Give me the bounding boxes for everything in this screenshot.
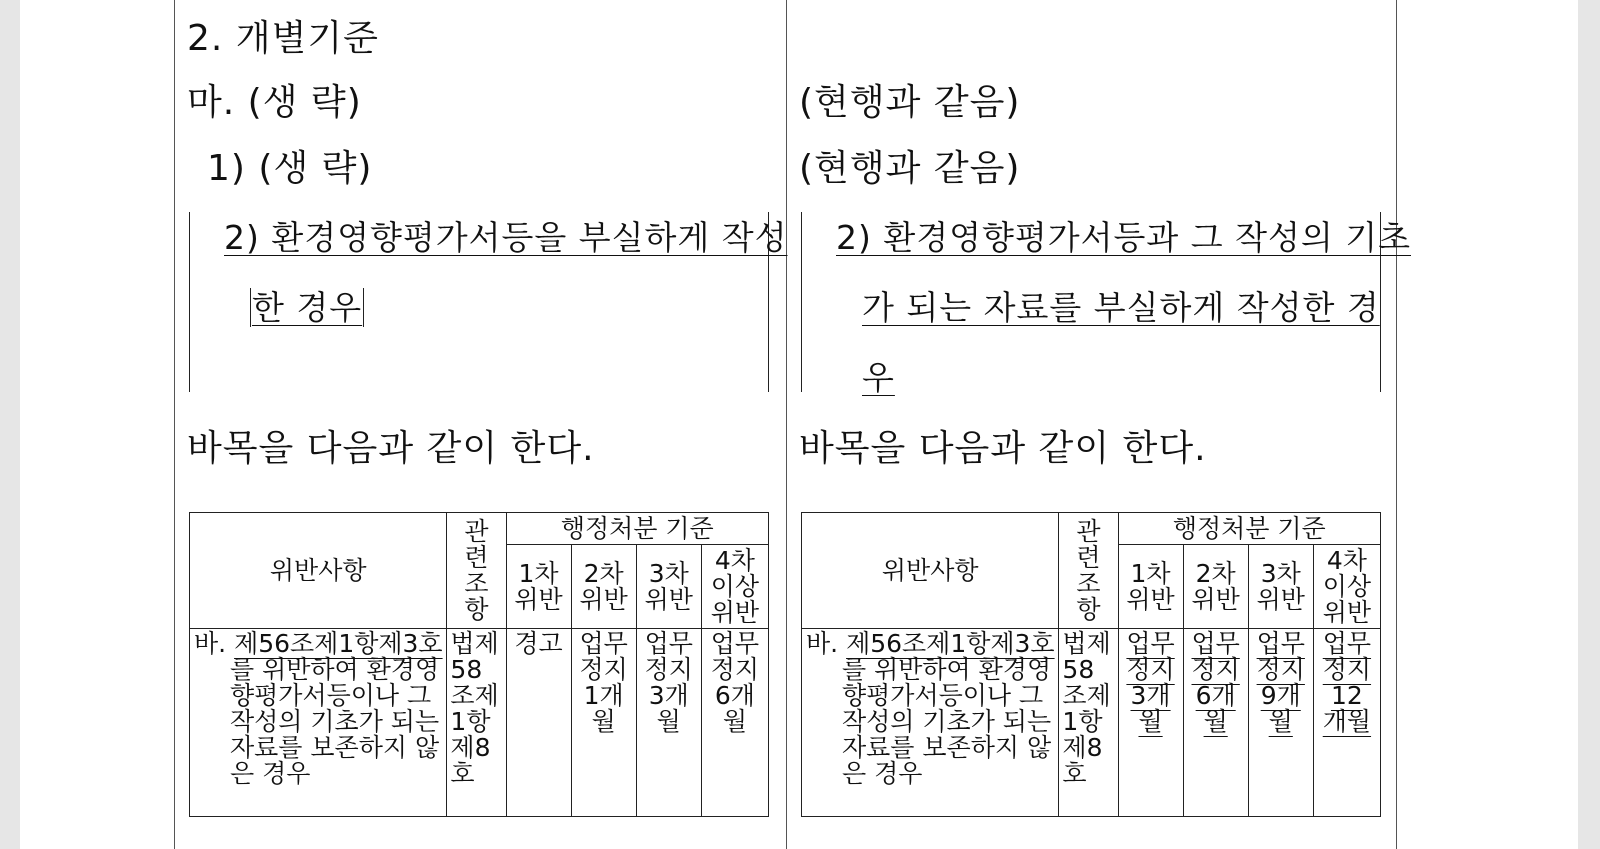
item-2-line-2: 한 경우: [252, 288, 363, 327]
item-ma-current: (현행과 같음): [799, 82, 1021, 123]
bamok-instruction: 바목을 다음과 같이 한다.: [187, 428, 595, 469]
item-1: 1) (생 략): [207, 148, 373, 189]
header-2nd-new: 2차위반: [1191, 558, 1240, 614]
right-column: [787, 0, 1411, 849]
header-criteria: 행정처분 기준: [506, 513, 768, 545]
header-1st-new: 1차위반: [1126, 558, 1175, 614]
row-violation-new: 바. 제56조제1항제3호를 위반하여 환경영향평가서등이나 그 작성의 기초가 되는 자료를 보존하지 않은 경우: [802, 629, 1059, 817]
penalty-table-right: [801, 512, 1381, 817]
bamok-instruction-new: 바목을 다음과 같이 한다.: [799, 428, 1207, 469]
header-violation: 위반사항: [190, 513, 447, 629]
header-2nd: 2차위반: [579, 558, 628, 614]
header-related-article: 관련조항: [464, 516, 489, 624]
item-1-current: (현행과 같음): [799, 148, 1021, 189]
header-3rd: 3차위반: [644, 558, 693, 614]
header-3rd-new: 3차위반: [1256, 558, 1305, 614]
item-ma: 마. (생 략): [187, 82, 362, 123]
left-column: [175, 0, 786, 849]
item-2-new-line-3: 우: [862, 358, 895, 397]
row-4th: 업무정지6개월: [710, 629, 760, 736]
header-4th: 4차이상위반: [710, 545, 760, 627]
row-1st-new: 업무정지3개월: [1126, 629, 1175, 736]
right-column-border: [1396, 0, 1397, 849]
row-violation: 바. 제56조제1항제3호를 위반하여 환경영향평가서등이나 그 작성의 기초가 되는 자료를 보존하지 않은 경우: [190, 629, 447, 817]
row-2nd-new: 업무정지6개월: [1191, 629, 1240, 736]
header-criteria-new: 행정처분 기준: [1118, 513, 1380, 545]
item-2-new-line-2: 가 되는 자료를 부실하게 작성한 경: [862, 288, 1380, 327]
penalty-table-left: [189, 512, 769, 817]
item-2-line-1: 2) 환경영향평가서등을 부실하게 작성: [224, 218, 788, 257]
row-3rd-new: 업무정지9개월: [1256, 629, 1305, 736]
row-3rd: 업무정지3개월: [644, 629, 693, 736]
document-page: [20, 0, 1578, 849]
item-2-new-line-1: 2) 환경영향평가서등과 그 작성의 기초: [836, 218, 1411, 257]
row-4th-new: 업무정지12개월: [1322, 629, 1372, 736]
row-2nd: 업무정지1개월: [579, 629, 628, 736]
header-1st: 1차위반: [514, 558, 563, 614]
row-related-article: 법제58조제1항제8호: [450, 629, 499, 788]
row-related-article-new: 법제58조제1항제8호: [1062, 629, 1111, 788]
header-4th-new: 4차이상위반: [1322, 545, 1372, 627]
amended-item-2: [189, 212, 788, 392]
section-heading: 2. 개별기준: [187, 18, 379, 59]
header-related-article-new: 관련조항: [1076, 516, 1101, 624]
header-violation-new: 위반사항: [802, 513, 1059, 629]
amended-item-2-new: [801, 212, 1411, 397]
row-1st: 경고: [514, 629, 563, 658]
